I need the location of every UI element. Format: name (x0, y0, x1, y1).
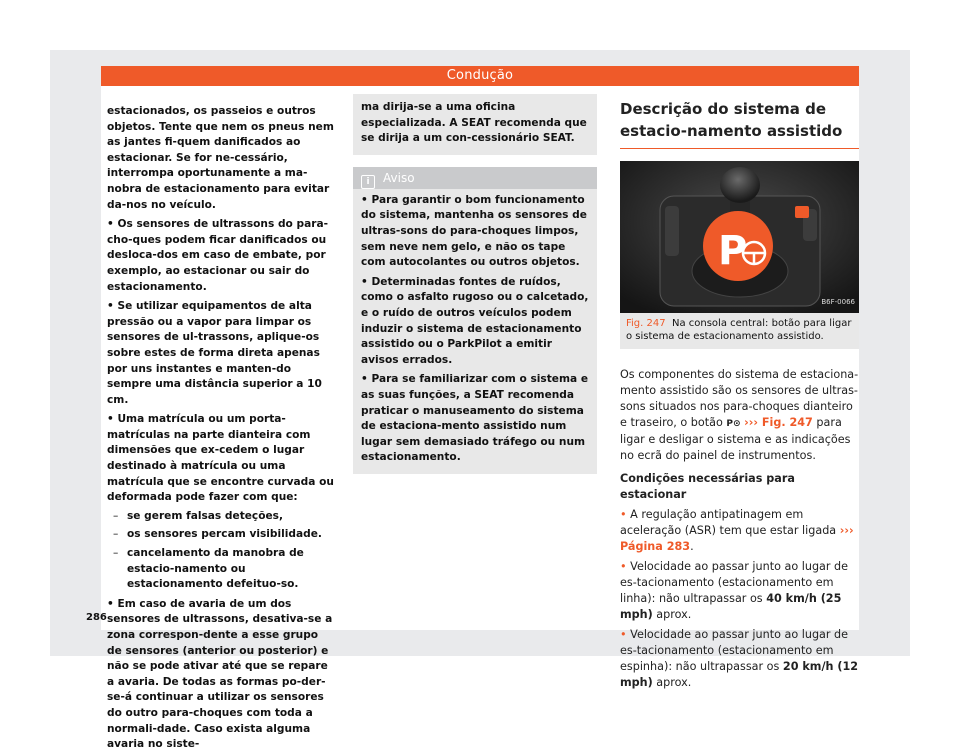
condition-text: aprox. (652, 608, 692, 621)
page-number: 286 (86, 612, 107, 623)
column-right (620, 94, 859, 691)
warning-bullet: • Para garantir o bom funcionamento do sistema, mantenha os sensores de ultras-sons do para-choques limpos, sem neve nem gelo, e não os tape com autocolantes ou outros objetos. (361, 193, 587, 269)
speed-limit: 20 km/h (12 mph) (620, 660, 859, 689)
figure-caption-text: Na consola central: botão para ligar o sistema de estacionamento assistido. (626, 318, 852, 342)
para-text: Os componentes do sistema de estaciona-mento assistido são os sensores de ultras-sons situados nos para-choques dianteiro e traseiro, o botão (620, 368, 859, 429)
figure-caption (620, 313, 859, 349)
dash-item: – os sensores percam visibilidade. (107, 527, 335, 543)
condition-text: Velocidade ao passar junto ao lugar de es-tacionamento (estacionamento em linha): não ultrapassar os (620, 560, 849, 605)
parking-button-icon: P⊙ (726, 419, 741, 429)
warning-body (353, 189, 597, 474)
dash-item: – cancelamento da manobra de estacio-namento ou estacionamento defeituo-so. (107, 546, 335, 593)
condition-item (620, 559, 859, 623)
section-title: Descrição do sistema de estacio-namento assistido (620, 98, 859, 149)
figure-code: B6F-0066 (821, 298, 855, 307)
condition-text: Velocidade ao passar junto ao lugar de es-tacionamento (estacionamento em espinha): não ultrapassar os (620, 628, 849, 673)
chapter-header: Condução (101, 66, 859, 86)
info-icon: i (361, 175, 375, 189)
warning-bullet: • Para se familiarizar com o sistema e as suas funções, a SEAT recomenda praticar o manuseamento do sistema de estaciona-mento assistido num lugar sem demasiado tráfego ou num estacionamento. (361, 373, 589, 464)
page-content (101, 86, 859, 751)
warning-box (353, 167, 597, 474)
condition-item (620, 507, 859, 555)
condition-text: A regulação antipatinagem em aceleração (ASR) tem que estar ligada (620, 508, 840, 537)
column-middle (353, 94, 597, 474)
warning-bullet: • Determinadas fontes de ruídos, como o asfalto rugoso ou o calcetado, e o ruído de outros veículos podem induzir o sistema de estacionamento assistido ou o ParkPilot a emitir avisos errados. (361, 275, 589, 366)
svg-text:P: P (718, 228, 748, 274)
bullet-item: • Se utilizar equipamentos de alta pressão ou a vapor para limpar os sensores de ul-trassons, aplique-os sobre estes de forma direta apenas por uns instantes e manten-do sempre uma distância superior a 10 cm. (107, 300, 322, 406)
condition-text: aprox. (652, 676, 692, 689)
condition-item (620, 627, 859, 691)
console-illustration (620, 161, 859, 313)
conditions-heading: Condições necessárias para estacionar (620, 472, 795, 501)
figure-label: Fig. 247 (626, 318, 666, 329)
condition-text: . (690, 540, 694, 553)
para-text: para ligar e desligar o sistema e as indicações no ecrã do painel de instrumentos. (620, 416, 851, 462)
figure-center-console (620, 161, 859, 313)
warning-header (353, 167, 597, 189)
speed-limit: 40 km/h (25 mph) (620, 592, 842, 621)
bullet-item: • Uma matrícula ou um porta-matrículas na parte dianteira com dimensões que ex-cedem o lugar destinado à matrícula ou uma matrícula que se encontre curvada ou deformada pode fazer com que: (107, 413, 334, 504)
column-left (107, 104, 335, 753)
intro-paragraph: estacionados, os passeios e outros objetos. Tente que nem os pneus nem as jantes fi-quem danificados ao estacionar. Se for ne-cessário, interrompa oportunamente a ma-nobra de estacionamento para evitar da-nos no veículo. (107, 105, 334, 211)
figure-link[interactable]: ››› Fig. 247 (744, 416, 813, 429)
dash-item: – se gerem falsas deteções, (107, 509, 335, 525)
continuation-text: ma dirija-se a uma oficina especializada. A SEAT recomenda que se dirija a um con-cessionário SEAT. (361, 101, 587, 145)
page-link[interactable]: ››› Página 283 (620, 524, 854, 553)
warning-title: Aviso (383, 170, 415, 185)
description-paragraph (620, 367, 859, 464)
bullet-item: • Os sensores de ultrassons do para-cho-ques podem ficar danificados ou desloca-dos em caso de embate, por exemplo, ao estacionar ou sair do estacionamento. (107, 218, 329, 293)
continuation-box (353, 94, 597, 155)
bullet-item: • Em caso de avaria de um dos sensores de ultrassons, desativa-se a zona correspon-dente a esse grupo de sensores (anterior ou posterior) e não se pode ativar até que se repare a avaria. De todas as formas po-der-se-á continuar a utilizar os sensores do outro para-choques com toda a normali-dade. Caso exista alguma avaria no siste- (107, 597, 333, 751)
